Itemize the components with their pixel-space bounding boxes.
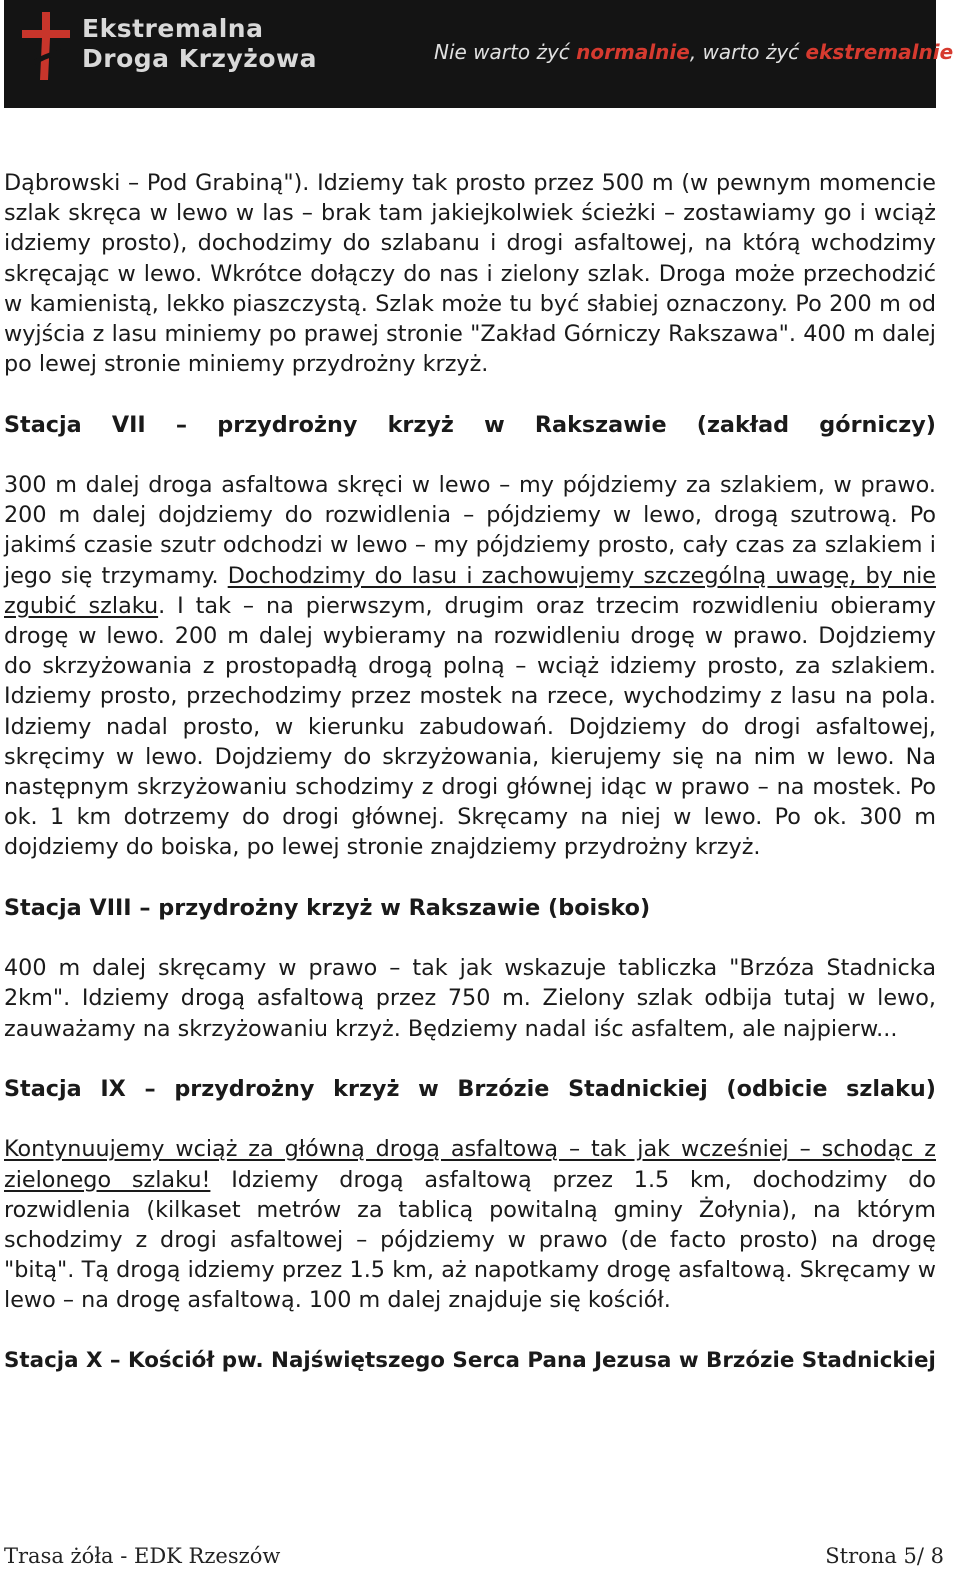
heading-station-9: Stacja IX – przydrożny krzyż w Brzózie Stadnickiej (odbicie szlaku)	[4, 1076, 936, 1103]
cross-logo-icon	[18, 10, 74, 82]
paragraph-2-part-a: 300 m dalej droga asfaltowa skręci w lewo – my pójdziemy za szlakiem, w prawo. 200 m dalej dojdziemy do rozwidlenia – pójdziemy w lewo, drogą szutrową. Po jakimś czasie szutr odchodzi w lewo – my pójdziemy prosto, cały czas za szlakiem i jego się trzymamy.	[4, 472, 936, 589]
tagline	[434, 40, 953, 64]
paragraph-3: 400 m dalej skręcamy w prawo – tak jak wskazuje tabliczka "Brzóza Stadnicka 2km". Idziemy drogą asfaltową przez 750 m. Zielony szlak odbija tutaj w lewo, zauważamy na skrzyżowaniu krzyż. Będziemy nadal iśc asfaltem, ale najpierw...	[4, 955, 936, 1042]
heading-station-8: Stacja VIII – przydrożny krzyż w Rakszawie (boisko)	[4, 894, 651, 921]
paragraph-4-part-b: Idziemy drogą asfaltową przez 1.5 km, dochodzimy do rozwidlenia (kilkaset metrów za tablicą powitalną gminy Żołynia), na którym schodzimy z drogi asfaltowej – pójdziemy w prawo (de facto prosto) na drogę "bitą". Tą drogą idziemy przez 1.5 km, aż napotkamy drogę asfaltową. Skręcamy w lewo – na drogę asfaltową. 100 m dalej znajduje się kościół.	[4, 1166, 937, 1314]
heading-station-7: Stacja VII – przydrożny krzyż w Rakszawie (zakład górniczy)	[4, 411, 936, 438]
brand-logo-text	[82, 14, 317, 74]
footer-title: Trasa żóła - EDK Rzeszów	[4, 1544, 281, 1568]
tagline-bold-2: ekstremalnie	[805, 40, 954, 64]
header-banner	[4, 0, 954, 108]
tagline-part-1: Nie warto żyć	[434, 40, 577, 64]
page-number: Strona 5/ 8	[825, 1544, 944, 1568]
document-body	[4, 168, 936, 1376]
tagline-part-2: , warto żyć	[689, 40, 806, 64]
brand-line-1: Ekstremalna	[82, 14, 264, 43]
tagline-bold-1: normalnie	[576, 40, 690, 64]
paragraph-1: Dąbrowski – Pod Grabiną"). Idziemy tak prosto przez 500 m (w pewnym momencie szlak skręca w lewo w las – brak tam jakiejkolwiek ścieżki – zostawiamy go i wciąż idziemy prosto), dochodzimy do szlabanu i drogi asfaltowej, na którą wchodzimy skręcając w lewo. Wkrótce dołączy do nas i zielony szlak. Droga może przechodzić w kamienistą, lekko piaszczystą. Szlak może tu być słabiej oznaczony. Po 200 m od wyjścia z lasu miniemy po prawej stronie "Zakład Górniczy Rakszawa". 400 m dalej po lewej stronie miniemy przydrożny krzyż.	[4, 170, 936, 378]
paragraph-4-underlined: Kontynuujemy wciąż za główną drogą asfaltową – tak jak wcześniej – schodąc z zielonego szlaku!	[4, 1136, 936, 1193]
paragraph-2-part-b: . I tak – na pierwszym, drugim oraz trzecim rozwidleniu obieramy drogę w lewo. 200 m dalej wybieramy na rozwidleniu drogę w prawo. Dojdziemy do skrzyżowania z prostopadłą drogą polną – wciąż idziemy prosto, za szlakiem. Idziemy prosto, przechodzimy przez mostek na rzece, wychodzimy z lasu na pola. Idziemy nadal prosto, w kierunku zabudowań. Dojdziemy do drogi asfaltowej, skręcimy w lewo. Dojdziemy do skrzyżowania, kierujemy się na nim w lewo. Na następnym skrzyżowaniu schodzimy z drogi głównej idąc w prawo – na mostek. Po ok. 1 km dotrzemy do drogi głównej. Skręcamy na niej w lewo. Po ok. 300 m dojdziemy do boiska, po lewej stronie znajdziemy przydrożny krzyż.	[4, 592, 936, 861]
paragraph-2	[4, 470, 936, 863]
brand-line-2: Droga Krzyżowa	[82, 44, 317, 73]
heading-station-10: Stacja X – Kościół pw. Najświętszego Serca Pana Jezusa w Brzózie Stadnickiej	[4, 1347, 936, 1373]
paragraph-2-underlined: Dochodzimy do lasu i zachowujemy szczególną uwagę, by nie zgubić szlaku	[4, 562, 936, 619]
paragraph-4	[4, 1134, 936, 1315]
